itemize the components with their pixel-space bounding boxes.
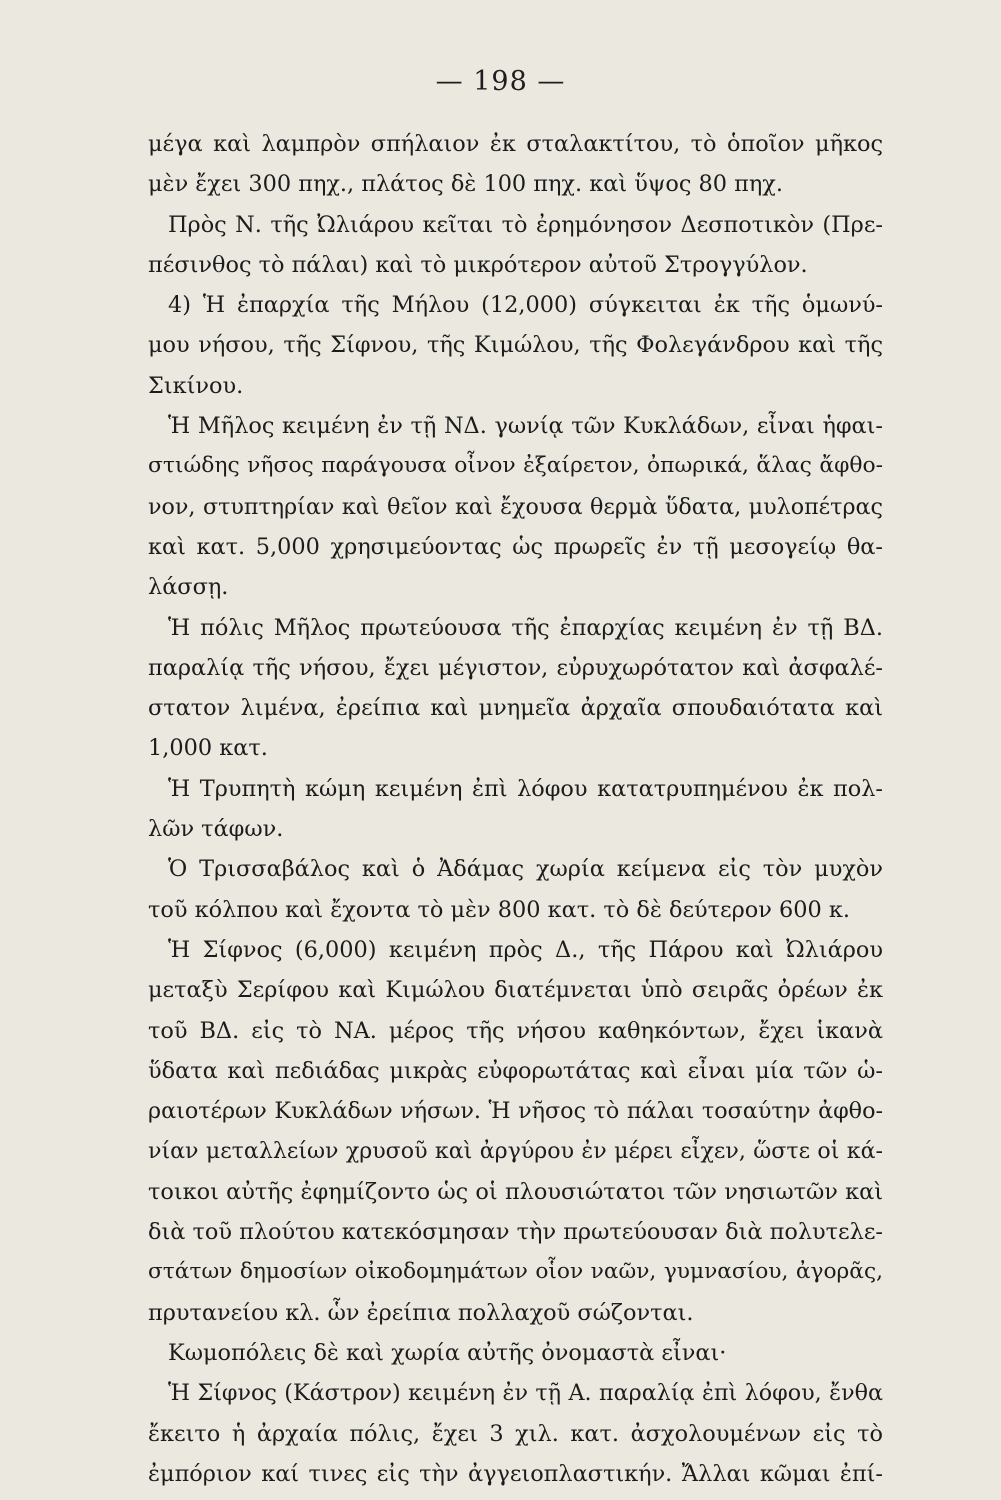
text-line: στατον λιμένα, ἐρείπια καὶ μνημεῖα ἀρχαῖα σπουδαιότατα καὶ [148,695,883,722]
text-line: μεταξὺ Σερίφου καὶ Κιμώλου διατέμνεται ὑπὸ σειρᾶς ὀρέων ἐκ [148,977,883,1004]
text-line: Ἡ Σίφνος (6,000) κειμένη πρὸς Δ., τῆς Πάρου καὶ Ὠλιάρου [168,936,883,963]
text-line: Κωμοπόλεις δὲ καὶ χωρία αὐτῆς ὀνομαστὰ εἶναι· [168,1339,727,1366]
body-text [148,124,883,1494]
text-line: Ἡ Τρυπητὴ κώμη κειμένη ἐπὶ λόφου κατατρυπημένου ἐκ πολ- [168,775,883,802]
text-line: ἐμπόριον καί τινες εἰς τὴν ἀγγειοπλαστικήν. Ἄλλαι κῶμαι ἐπί- [148,1460,883,1487]
text-line: καὶ κατ. 5,000 χρησιμεύοντας ὡς πρωρεῖς ἐν τῇ μεσογείῳ θα- [148,533,883,560]
text-line: τοῦ κόλπου καὶ ἔχοντα τὸ μὲν 800 κατ. τὸ δὲ δεύτερον 600 κ. [148,896,850,923]
text-line: Ὁ Τρισσαβάλος καὶ ὁ Ἀδάμας χωρία κείμενα εἰς τὸν μυχὸν [168,856,883,883]
text-line: ὕδατα καὶ πεδιάδας μικρὰς εὐφορωτάτας καὶ εἶναι μία τῶν ὡ- [148,1057,883,1084]
text-line: τοῦ ΒΔ. εἰς τὸ ΝΑ. μέρος τῆς νήσου καθηκόντων, ἔχει ἱκανὰ [148,1017,883,1044]
text-line: παραλίᾳ τῆς νήσου, ἔχει μέγιστον, εὐρυχωρότατον καὶ ἀσφαλέ- [148,654,883,681]
text-line: μου νήσου, τῆς Σίφνου, τῆς Κιμώλου, τῆς Φολεγάνδρου καὶ τῆς [148,332,883,359]
page-number: — 198 — [435,66,566,97]
text-line: στιώδης νῆσος παράγουσα οἶνον ἐξαίρετον, ὀπωρικά, ἅλας ἄφθο- [148,453,883,479]
text-line: μέγα καὶ λαμπρὸν σπήλαιον ἐκ σταλακτίτου, τὸ ὁποῖον μῆκος [148,131,883,157]
text-line: Πρὸς Ν. τῆς Ὠλιάρου κεῖται τὸ ἐρημόνησον Δεσποτικὸν (Πρε- [168,211,883,238]
text-line: Ἡ πόλις Μῆλος πρωτεύουσα τῆς ἐπαρχίας κειμένη ἐν τῇ ΒΔ. [168,614,883,641]
text-line: πέσινθος τὸ πάλαι) καὶ τὸ μικρότερον αὐτοῦ Στρογγύλον. [148,251,808,278]
text-line: ἔκειτο ἡ ἀρχαία πόλις, ἔχει 3 χιλ. κατ. ἀσχολουμένων εἰς τὸ [148,1420,883,1447]
text-line: λῶν τάφων. [148,816,284,843]
text-line: νίαν μεταλλείων χρυσοῦ καὶ ἀργύρου ἐν μέρει εἶχεν, ὥστε οἱ κά- [148,1138,883,1165]
text-line: μὲν ἔχει 300 πηχ., πλάτος δὲ 100 πηχ. καὶ ὕψος 80 πηχ. [148,171,783,198]
text-line: νον, στυπτηρίαν καὶ θεῖον καὶ ἔχουσα θερμὰ ὕδατα, μυλοπέτρας [148,493,883,520]
text-line: ραιοτέρων Κυκλάδων νήσων. Ἡ νῆσος τὸ πάλαι τοσαύτην ἀφθο- [148,1098,883,1125]
text-line: λάσσῃ. [148,574,229,601]
text-line: Ἡ Μῆλος κειμένη ἐν τῇ ΝΔ. γωνίᾳ τῶν Κυκλάδων, εἶναι ἡφαι- [168,413,883,440]
text-line: 4) Ἡ ἐπαρχία τῆς Μήλου (12,000) σύγκειται ἐκ τῆς ὁμωνύ- [168,292,883,319]
text-line: τοικοι αὐτῆς ἐφημίζοντο ὡς οἱ πλουσιώτατοι τῶν νησιωτῶν καὶ [148,1178,883,1205]
text-line: διὰ τοῦ πλούτου κατεκόσμησαν τὴν πρωτεύουσαν διὰ πολυτελε- [148,1219,883,1246]
text-line: Ἡ Σίφνος (Κάστρον) κειμένη ἐν τῇ Α. παραλίᾳ ἐπὶ λόφου, ἔνθα [168,1380,883,1407]
text-line: Σικίνου. [148,372,244,399]
text-line: πρυτανείου κλ. ὧν ἐρείπια πολλαχοῦ σώζονται. [148,1299,694,1326]
text-line: 1,000 κατ. [148,735,268,762]
text-line: στάτων δημοσίων οἰκοδομημάτων οἷον ναῶν, γυμνασίου, ἀγορᾶς, [148,1259,883,1285]
